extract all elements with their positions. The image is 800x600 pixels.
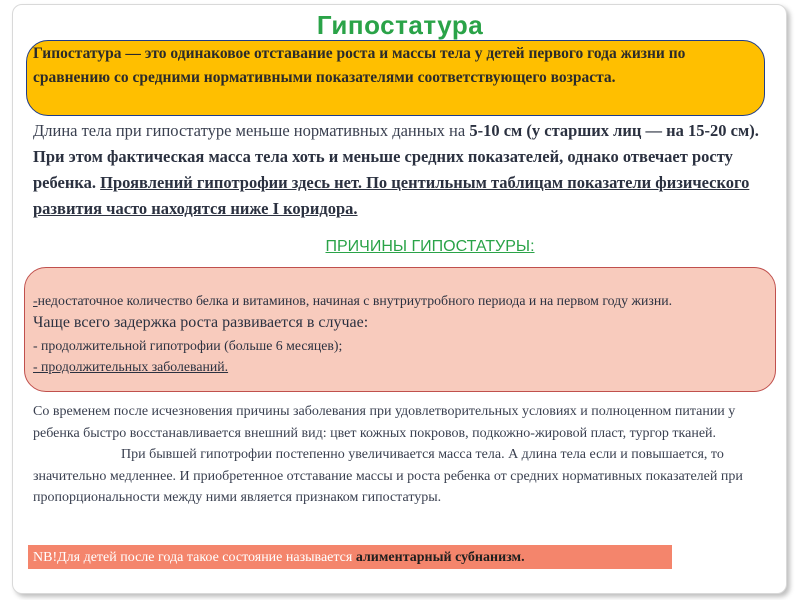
length-text: Длина тела при гипостатуре меньше нормативных данных на xyxy=(33,121,470,140)
nb-note xyxy=(33,549,673,567)
recovery-text-2: При бывшей гипотрофии постепенно увеличивается масса тела. А длина тела если и повышается, то значительно медленнее. И приобретенное отставание массы и роста ребенка от средних нормативных показателей при пропорциональности между ними является признаком гипостатуры. xyxy=(33,447,743,505)
recovery-text-1: Со временем после исчезновения причины заболевания при удовлетворительных условиях и полноценном питании у ребенка быстро восстанавливается внешний вид: цвет кожных покровов, подкожно-жировой пласт, тургор тканей. xyxy=(33,404,736,441)
causes-heading-colon: : xyxy=(530,238,535,255)
cause-dash: - xyxy=(33,293,38,308)
slide-title: Гипостатура xyxy=(316,10,484,40)
causes-list xyxy=(33,290,768,377)
cause-item-protein xyxy=(33,290,768,311)
cause-item-hypotrophy: - продолжительной гипотрофии (больше 6 месяцев); xyxy=(33,338,343,353)
causes-heading xyxy=(0,238,800,256)
recovery-paragraph xyxy=(33,401,768,509)
nb-term: алиментарный субнанизм. xyxy=(355,550,525,565)
no-hypotrophy-note: Проявлений гипотрофии здесь нет. По центильным таблицам показатели физического развития часто находятся ниже I коридора. xyxy=(33,173,750,218)
causes-heading-part2: ГИПОСТАТУРЫ xyxy=(411,238,531,255)
length-bold-text: 5-10 см (у старших лиц — на 15-20 см). При этом фактическая масса тела хоть и меньше средних показателей, однако отвечает росту ребенка. xyxy=(33,121,759,192)
nb-text: NB!Для детей после года такое состояние называется xyxy=(33,550,356,565)
definition-text: Гипостатура — это одинаковое отставание роста и массы тела у детей первого года жизни по сравнению со средними нормативными показателями соответствующего возраста. xyxy=(33,45,686,86)
causes-heading-part1: ПРИЧИНЫ xyxy=(325,238,412,255)
length-paragraph xyxy=(33,118,768,222)
cause-delay-heading: Чаще всего задержка роста развивается в случае: xyxy=(33,314,369,331)
cause-protein-text: недостаточное количество белка и витаминов, начиная с внутриутробного периода и на первом году жизни. xyxy=(37,293,673,308)
cause-item-diseases: - продолжительных заболеваний. xyxy=(33,359,229,374)
